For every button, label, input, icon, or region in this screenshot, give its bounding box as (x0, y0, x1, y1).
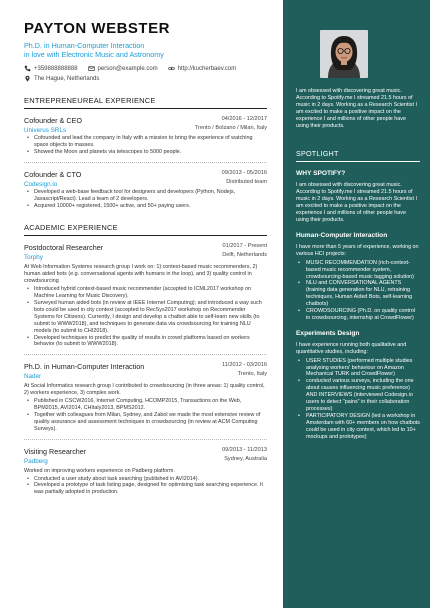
job-title: Postdoctoral Researcher (24, 243, 104, 253)
why-text: I am obsessed with discovering great music. According to Spotify.me I streamed 21.5 hours of music in 2 days. Working as a Research Scientist I am excited to make a positive impact on the experience I and millions of other people have using their products. (296, 182, 417, 223)
contact-location (24, 75, 99, 82)
achievement-item: • Acquired 10000+ registered, 1500+ active, and 50+ paying users. (24, 203, 267, 210)
phone-icon (24, 65, 31, 72)
job-dates: 01/2017 - Present (222, 243, 267, 250)
sidebar (283, 0, 430, 608)
company-name: Nader (24, 373, 42, 381)
achievement-list (24, 189, 267, 210)
person-name: PAYTON WEBSTER (24, 20, 170, 37)
experience-item (24, 170, 267, 210)
job-description: At Social Informatics research group I contributed to crowdsourcing (in three areas: 1) quality control, 2) workers experience, 3) complex work. (24, 383, 265, 397)
contact-phone[interactable] (24, 65, 78, 72)
job-dates: 04/2016 - 12/2017 (221, 116, 267, 122)
achievement-item: • Showed the Moon and planets via telescopes to 5000 people. (24, 149, 267, 156)
achievement-list (24, 398, 267, 433)
job-description: Worked on improving workers experience on Padberg platform. (24, 467, 175, 474)
company-name: Padberg (24, 457, 48, 465)
job-dates: 09/2013 - 11/2013 (222, 446, 267, 453)
why-heading: WHY SPOTIFY? (296, 170, 346, 178)
email-address: person@example.com (97, 65, 158, 72)
hci-heading: Human-Computer Interaction (296, 231, 388, 239)
experience-item (24, 362, 267, 432)
achievement-list (24, 286, 267, 348)
experience-item (24, 243, 267, 348)
company-name: Codesign.io (24, 180, 58, 188)
achievement-item: • Conducted a user study about task searching (published in AVI2014). (24, 476, 267, 483)
section-heading-academic: ACADEMIC EXPERIENCE (24, 223, 267, 236)
hci-text: I have more than 5 years of experience, working on various HCI projects: (296, 243, 419, 257)
job-title: Cofounder & CEO (24, 116, 82, 125)
job-location: Trento, Italy (237, 371, 267, 378)
divider (24, 162, 267, 163)
job-location: Sydney, Australia (224, 455, 267, 462)
job-dates: 09/2013 - 05/2016 (221, 169, 267, 176)
job-location: Trento / Bolzano / Milan, Italy (194, 125, 267, 131)
achievement-item: • Published in CSCW2016, Internet Computing, HCOMP2015, Transactions on the Web, BPM2015, AVI2014, CHItaly2013, BPMS2012. (24, 398, 267, 412)
headline-line-2: in love with Electronic Music and Astronomy (24, 50, 164, 59)
headline-line-1: Ph.D. in Human-Computer Interaction (24, 41, 145, 50)
profile-photo (320, 30, 368, 78)
hci-list (296, 260, 420, 322)
section-heading-entrepreneurial: ENTREPRENEUREAL EXPERIENCE (24, 96, 267, 109)
experiments-item: • PARTICIPATORY DESIGN (led a workshop in Amsterdam with 60+ members on how chatbots could be used in city context, which led to 10+ mockups and prototypes) (296, 413, 420, 441)
achievement-list (24, 476, 267, 497)
achievement-item: • Together with colleagues from Milan, Sydney, and Zabol we made the most extensive review of quality assurance and assessment techniques in crowdsourcing (in review at ACM Computing Surveys). (24, 412, 267, 433)
experiments-item: • USER STUDIES (performed multiple studies analysing workers' behaviour on Amazon Mechanical TURK and CrowdFlower) (296, 358, 420, 379)
experiments-item: • conducted various surveys, including the one about causes influencing music preference) AND INTERVIEWS (interviewed Codesign.io users to detect "pains" in their collaboration processes) (296, 378, 420, 413)
experience-item (24, 447, 267, 497)
location-pin-icon (24, 75, 31, 82)
experiments-list (296, 358, 420, 441)
link-icon (168, 65, 175, 72)
divider (24, 354, 267, 355)
contact-website[interactable] (168, 65, 237, 72)
company-name: Univerus SRLs (24, 127, 66, 134)
job-description: At Web Information Systems research group I work on: 1) context-based music recommenders, 2) human aided bots (e.g. conversational agents with humans in the loop), and 3) quality control in crowdsourcing (24, 264, 258, 285)
contact-info (24, 65, 267, 82)
achievement-item: • Developed techniques to predict the quality of results in crowd platforms based on workers behavior (to submit to WWW2018). (24, 335, 267, 349)
website-url: http://kucherbaev.com (177, 65, 237, 72)
achievement-item: • Developed a web-base feedback tool for designers and developers (Python, Nodejs, Javascript/React). Lead a team of 2 developers. (24, 189, 267, 203)
contact-email[interactable] (88, 65, 158, 72)
achievement-list (24, 135, 267, 156)
location-text: The Hague, Netherlands (34, 75, 100, 82)
company-name: Torphy (24, 254, 43, 262)
job-location: Delft, Netherlands (222, 252, 267, 259)
headline (24, 41, 267, 59)
achievement-item: • Surveyed human aided bots (in review at IEEE Internet Computing); and introduced a way such bots could be used in city context (accepted to RecSys2017 workshop on Recommender Systems for Citizens). Currently, I design and develop a chatbot able to self-learn new skills (to submit to WWW2018), and techniques to generate data via crowdsourcing for training NLU models (to submit to CHI2018). (24, 300, 267, 335)
job-title: Visiting Researcher (24, 446, 87, 456)
sidebar-intro: I am obsessed with discovering great music. According to Spotify.me I streamed 21.5 hours of music in 2 days. Working as a Research Scientist I am excited to make a positive impact on the experience I and millions of other people have using their products. (296, 88, 417, 129)
achievement-item: • Introduced hybrid context-based music recommender (accepted to ICML2017 workshop on Machine Learning for Music Discovery). (24, 286, 267, 300)
hci-item: • NLU and CONVERSATIONAL AGENTS (training data generation for NLU, retraining techniques, Human Aided Bots, self-learning chatbots) (296, 280, 420, 308)
job-title: Ph.D. in Human-Computer Interaction (24, 362, 145, 372)
experiments-heading: Experiments Design (296, 329, 360, 337)
achievement-item: • Developed a prototype of task listing page, designed for optimising task searching experience. It was partially adopted in production. (24, 482, 267, 496)
experiments-text: I have experience running both qualitative and quantitative studies, including: (296, 341, 407, 355)
phone-number: +359888888888 (34, 65, 78, 72)
job-title: Cofounder & CTO (24, 169, 82, 179)
achievement-item: • Cofounded and lead the company in Italy with a mission to bring the experience of watching space objects to masses. (24, 135, 267, 149)
job-dates: 11/2012 - 03/2016 (222, 362, 267, 369)
job-location: Distributed team (226, 178, 267, 185)
email-icon (88, 65, 95, 72)
hci-item: • CROWDSOURCING (Ph.D. on quality control in crowdsourcing, internship at CrowdFlower) (296, 308, 420, 322)
hci-item: • MUSIC RECOMMENDATION (rich-context-based music recommender system, crowdsourcing-based music tagging solution) (296, 260, 420, 281)
section-heading-spotlight: SPOTLIGHT (296, 149, 420, 162)
divider (24, 439, 267, 440)
experience-item (24, 116, 267, 156)
